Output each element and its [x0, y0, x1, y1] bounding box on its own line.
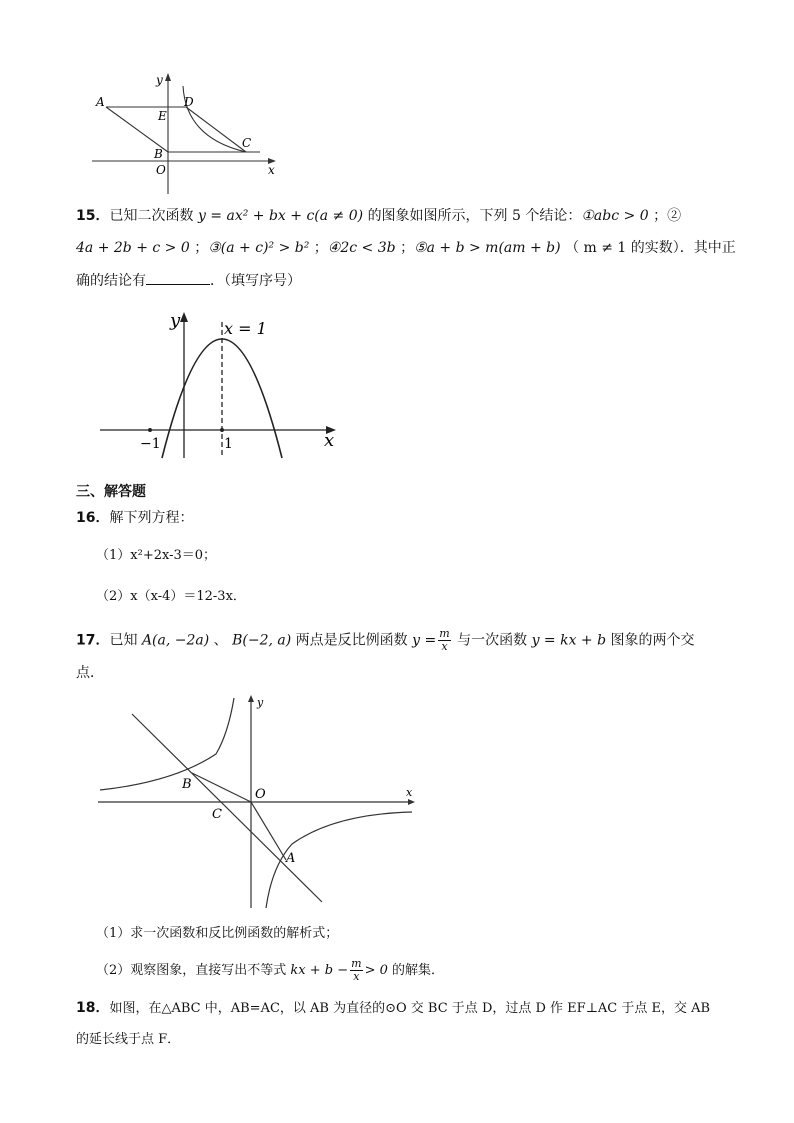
q17-point-b: B(−2, a) [232, 632, 292, 649]
fig15-label-neg1: −1 [140, 436, 161, 452]
figure-q17 [96, 694, 418, 914]
q15-circle-2: ② [667, 208, 682, 224]
section-title: 三、解答题 [76, 484, 146, 500]
q15-answer-post: ．（填写序号） [210, 273, 301, 289]
q17-post: 图象的两个交 [610, 632, 695, 649]
fig17-label-B: B [182, 777, 192, 792]
q17-inverse-numerator: m [439, 627, 450, 640]
fig15-label-y: y [170, 310, 181, 331]
q17-part2-post: 的解集． [392, 963, 445, 978]
fig15-label-x: x [324, 430, 335, 451]
q17-part2-pre: （2）观察图象，直接写出不等式 [96, 963, 287, 978]
q18-line1 [76, 998, 710, 1019]
fig14-label-x: x [268, 163, 275, 177]
q15-conclusion-5-note: （ m ≠ 1 的实数）．其中正 [565, 240, 736, 256]
fig14-label-E: E [158, 109, 167, 123]
fig14-label-B: B [154, 147, 163, 161]
q17-point-a: A(a, −2a) [141, 632, 210, 649]
q15-separator: ； [194, 240, 209, 256]
q16-number: 16． [76, 510, 110, 526]
q15-separator: ； [653, 208, 668, 224]
q17-linear: y = kx + b [531, 632, 607, 649]
figure-q15 [96, 308, 346, 464]
q15-function: y = ax² + bx + c(a ≠ 0) [197, 208, 364, 224]
q15-conclusion-5: ⑤a + b > m(am + b) [414, 240, 561, 256]
q15-conclusion-3: ③(a + c)² > b² [208, 240, 310, 256]
q15-conclusion-4: ④2c < 3b [327, 240, 396, 256]
fig17-label-y: y [257, 696, 264, 709]
q17-mid: 两点是反比例函数 [295, 632, 408, 649]
fig17-label-x: x [406, 786, 413, 799]
q15-separator: ； [313, 240, 328, 256]
q16-stem [76, 508, 193, 528]
fig15-label-one: 1 [224, 436, 233, 452]
q17-inverse-y: y = [412, 632, 437, 649]
q17-line2: 点． [76, 665, 104, 681]
q17-part2-fraction [350, 958, 362, 983]
fig17-label-C: C [212, 807, 222, 822]
q16-text: 解下列方程： [109, 510, 194, 526]
q15-line1 [76, 206, 681, 226]
q17-part1: （1）求一次函数和反比例函数的解析式； [96, 926, 339, 941]
q15-separator: ； [400, 240, 415, 256]
q15-line2 [76, 238, 736, 258]
q17-part2 [96, 958, 444, 983]
fig14-label-D: D [184, 95, 194, 109]
q15-line3 [76, 270, 301, 291]
q18-number: 18． [76, 1000, 110, 1016]
fig15-label-axis: x = 1 [224, 319, 267, 338]
q17-inverse-denominator: x [441, 640, 448, 653]
q17-line1 [76, 628, 695, 653]
fig17-label-A: A [286, 851, 296, 866]
q15-stem-mid: 的图象如图所示，下列 5 个结论： [367, 208, 582, 224]
fig14-label-C: C [242, 136, 252, 150]
q17-part2-math: kx + b − [290, 963, 349, 978]
q17-mid2: 与一次函数 [457, 632, 528, 649]
q16-part2: （2）x（x-4）＝12-3x． [96, 589, 246, 604]
q15-conclusion-1: ①abc > 0 [581, 208, 649, 224]
figure-q14 [88, 70, 288, 198]
fig14-label-O: O [156, 163, 166, 177]
q15-stem-pre: 已知二次函数 [109, 208, 194, 224]
q17-number: 17． [76, 632, 110, 649]
q18-line2: 的延长线于点 F． [76, 1032, 181, 1047]
q18-text-line1: 如图，在△ABC 中，AB=AC，以 AB 为直径的⊙O 交 BC 于点 D，过点 D 作 EF⊥AC 于点 E，交 AB [109, 1001, 711, 1016]
q15-answer-pre: 确的结论有 [76, 273, 146, 289]
q17-part2-numerator: m [351, 957, 362, 970]
q15-answer-blank[interactable] [146, 270, 210, 285]
q17-inverse-fraction [438, 628, 450, 653]
q15-number: 15． [76, 208, 110, 224]
q15-conclusion-2: 4a + 2b + c > 0 [76, 240, 190, 256]
fig14-label-A: A [96, 95, 105, 109]
q16-part1: （1）x²+2x-3＝0； [96, 548, 217, 563]
q17-pre: 已知 [109, 632, 138, 649]
fig14-label-y: y [156, 73, 163, 87]
q17-sep: 、 [213, 632, 228, 649]
q17-part2-denominator: x [353, 970, 360, 983]
fig17-label-O: O [255, 787, 266, 802]
q17-part2-gt: > 0 [364, 963, 388, 978]
